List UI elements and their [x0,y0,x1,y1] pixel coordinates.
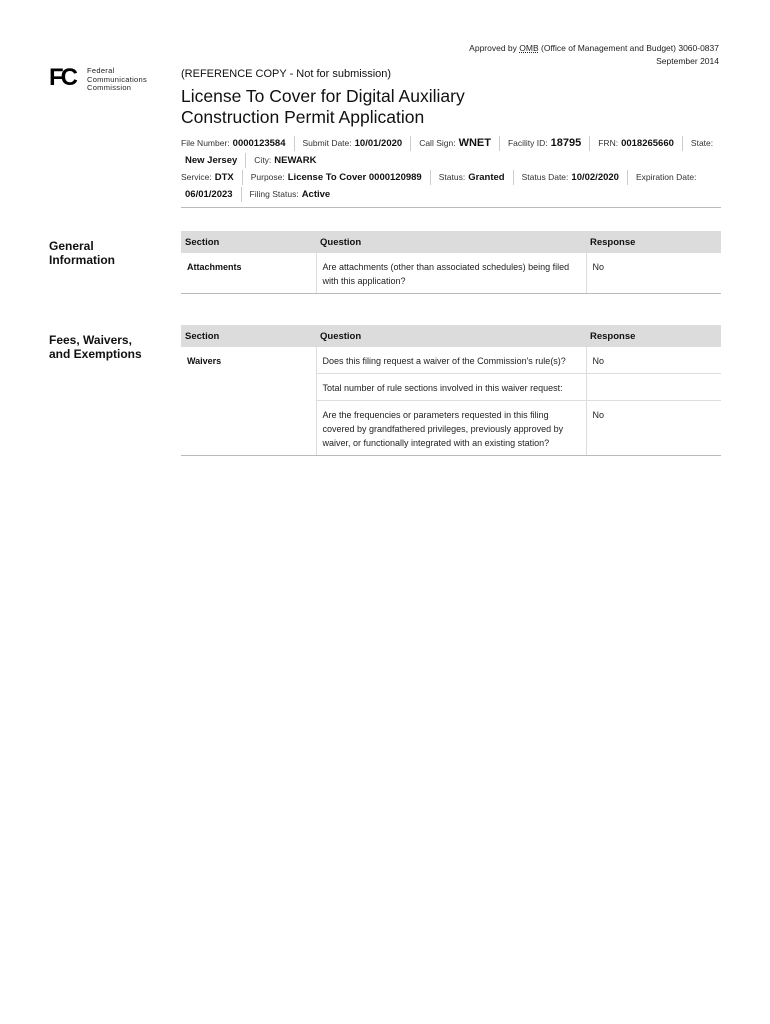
city-label: City: [254,155,272,165]
row-section [181,374,316,401]
call-sign-label: Call Sign: [419,138,456,148]
application-header [181,68,721,208]
section-label-line-1: General [49,239,94,253]
city [245,153,324,168]
frn [589,136,682,151]
title-line-1: License To Cover for Digital Auxiliary [181,86,465,106]
state-value-cell [181,153,245,168]
row-question: Are attachments (other than associated schedules) being filed with this application? [316,253,586,294]
call-sign [410,136,499,151]
section-label-line-2: Information [49,253,115,267]
facility-id-value: 18795 [550,137,582,149]
row-response: No [586,253,721,294]
section-label-fees-waivers-exemptions [49,333,142,361]
omb-abbr: OMB [519,43,539,53]
file-number [181,136,294,151]
facility-id [499,136,589,151]
row-response: No [586,401,721,456]
section-label-line-2: and Exemptions [49,347,142,361]
filing-status [241,187,339,202]
file-number-label: File Number: [181,138,230,148]
section-label-line-1: Fees, Waivers, [49,333,132,347]
meta-row-2 [181,152,721,169]
column-header-section: Section [181,231,316,253]
fcc-logo-text [87,67,147,93]
state-label: State: [690,138,714,148]
filing-status-value: Active [301,189,331,200]
fcc-logo-mark: FC [49,64,75,91]
row-response: No [586,347,721,374]
status-value: Granted [468,172,505,183]
row-response [586,374,721,401]
expiration-date-label: Expiration Date: [635,172,697,182]
logo-line-3: Commission [87,83,132,92]
facility-id-label: Facility ID: [507,138,548,148]
table-row [181,347,721,374]
omb-approval [469,42,719,68]
page-title [181,86,721,128]
row-question: Are the frequencies or parameters requested in this filing covered by grandfathered privileges, previously approved by waiver, or functionally integrated with an existing station? [316,401,586,456]
row-section: Attachments [181,253,316,294]
meta-row-4 [181,186,721,203]
header-divider [181,207,721,208]
column-header-question: Question [316,231,586,253]
filing-status-label: Filing Status: [249,189,299,199]
submit-date-label: Submit Date: [302,138,352,148]
section-label-general-information [49,239,115,267]
purpose [242,170,430,185]
meta-row-3 [181,169,721,186]
status-date [513,170,627,185]
meta-row-1 [181,135,721,152]
column-header-response: Response [586,325,721,347]
omb-suffix: (Office of Management and Budget) 3060-0837 [538,43,719,53]
service-value: DTX [214,172,234,183]
expiration-date-value: 06/01/2023 [185,189,233,200]
purpose-label: Purpose: [250,172,285,182]
expiration-date [627,170,707,185]
application-metadata [181,135,721,208]
service-label: Service: [181,172,212,182]
submit-date-value: 10/01/2020 [354,138,403,149]
row-section [181,401,316,456]
state-value: New Jersey [185,155,238,166]
status-label: Status: [438,172,466,182]
fcc-logo [49,66,147,93]
table-row [181,253,721,294]
table-row [181,374,721,401]
call-sign-value: WNET [458,137,491,149]
logo-line-2: Communications [87,74,148,84]
fees-waivers-table [181,325,721,456]
column-header-section: Section [181,325,316,347]
table-header-row [181,325,721,347]
logo-line-1: Federal [87,66,115,75]
column-header-response: Response [586,231,721,253]
omb-prefix: Approved by [469,43,520,53]
general-information-table [181,231,721,294]
omb-date: September 2014 [656,56,719,66]
column-header-question: Question [316,325,586,347]
status-date-value: 10/02/2020 [571,172,619,183]
table-row [181,401,721,456]
purpose-value: License To Cover 0000120989 [287,172,422,183]
omb-approval-line [469,42,719,55]
file-number-value: 0000123584 [232,138,286,149]
service [181,170,242,185]
row-question: Does this filing request a waiver of the Commission's rule(s)? [316,347,586,374]
frn-label: FRN: [598,138,619,148]
row-section: Waivers [187,356,222,366]
reference-copy-note: (REFERENCE COPY - Not for submission) [181,68,392,80]
frn-value: 0018265660 [621,138,674,149]
title-line-2: Construction Permit Application [181,107,425,127]
status-date-label: Status Date: [521,172,569,182]
status [430,170,513,185]
submit-date [294,136,411,151]
city-value: NEWARK [274,155,317,166]
expiration-date-value-cell [181,187,241,202]
table-header-row [181,231,721,253]
state [682,136,724,151]
row-question: Total number of rule sections involved in this waiver request: [316,374,586,401]
